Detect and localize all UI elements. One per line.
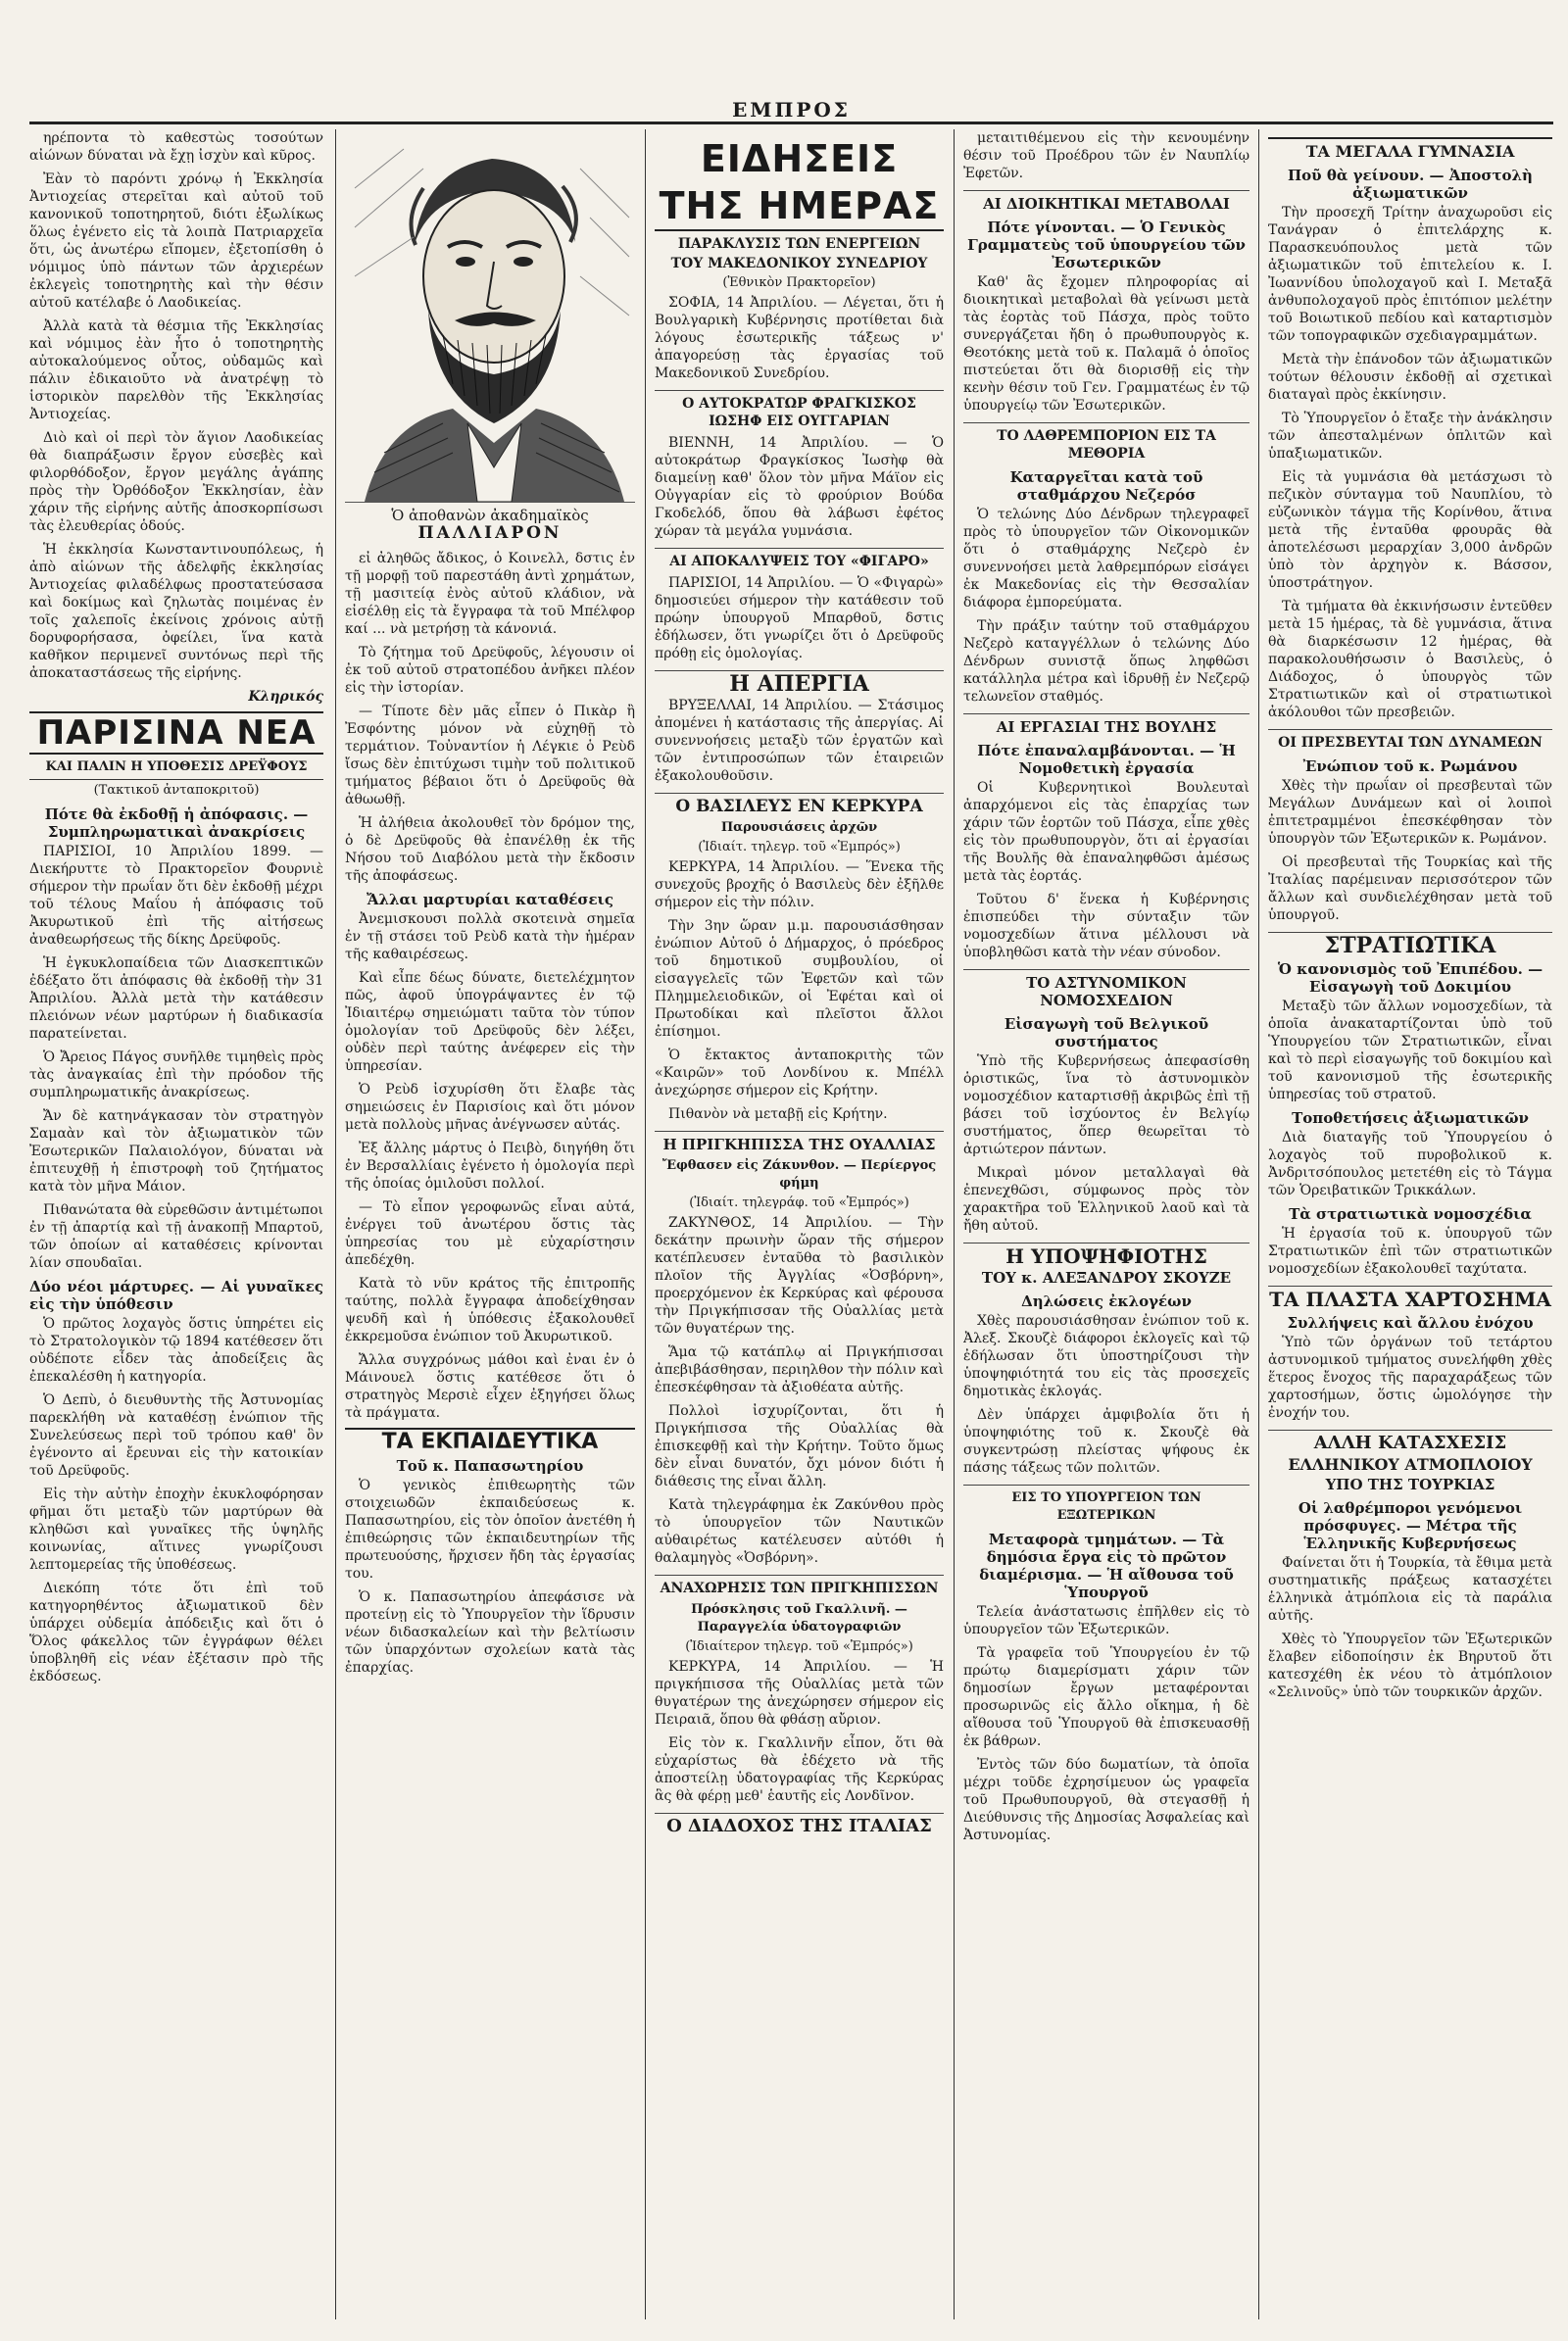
subheadline: Η ΑΠΕΡΓΙΑ: [655, 670, 944, 693]
source-line: (Τακτικοῦ ἀνταποκριτοῦ): [93, 783, 260, 798]
caption-label: Ὁ ἀποθανὼν ἀκαδημαϊκὸς: [391, 507, 589, 524]
article-paragraph: Ἐντὸς τῶν δύο δωματίων, τὰ ὁποῖα μέχρι τοῦδε ἐχρησίμευον ὡς γραφεῖα τοῦ Πρωθυπουργοῦ, θὰ στεγασθῇ ἡ Διεύθυνσις τῆς Δημοσίας Ἀσφαλείας καὶ Ἀστυνομίας.: [963, 1757, 1250, 1843]
article-paragraph: Ὑπὸ τῆς Κυβερνήσεως ἀπεφασίσθη ὁριστικῶς, ἵνα τὸ ἀστυνομικὸν νομοσχέδιον καταρτισθῇ ἀκριβῶς ἐπὶ τῇ βάσει τοῦ ἰσχύοντος ἐν Βελγίῳ συστήματος, ὅπερ θεωρεῖται τὸ ἀρτιώτερον πάντων.: [963, 1053, 1250, 1157]
article-paragraph: Τὸ Ὑπουργεῖον ὁ ἔταξε τὴν ἀνάκλησιν τῶν ἀπεσταλμένων ὁπλιτῶν καὶ ὑπαξιωματικῶν.: [1268, 411, 1552, 462]
subheadline: ΕΛΛΗΝΙΚΟΥ ΑΤΜΟΠΛΟΙΟΥ: [1288, 1455, 1533, 1474]
article-paragraph: — Τίποτε δὲν μᾶς εἶπεν ὁ Πικὰρ ἢ Ἐσφόντης μόνον νὰ εὐχηθῇ τὸ τερμάτιον. Τοὐναντίον ἡ Λέγκιε ὁ Ρεὺδ ἴσως δὲν ἐπιτύχωσι τιμὴν τοῦ πολιτικοῦ τμήματος βέβαιοι ὅτι ὁ Δρεϋφοῦς θὰ ἀθωωθῇ.: [345, 704, 635, 807]
subheadline: Η ΥΠΟΨΗΦΙΟΤΗΣ: [963, 1243, 1250, 1265]
subheadline: Δύο νέοι μάρτυρες. — Αἱ γυναῖκες εἰς τὴν ὑπόθεσιν: [29, 1278, 323, 1313]
article-paragraph: Πιθανώτατα θὰ εὑρεθῶσιν ἀντιμέτωποι ἐν τῇ ἀπαρτίᾳ καὶ τῇ ἀνακοπῇ Μπαρτοῦ, τῶν ὁποίων αἱ καταθέσεις κρίνονται λίαν σπουδαῖαι.: [29, 1202, 323, 1271]
article-paragraph: ΠΑΡΙΣΙΟΙ, 14 Ἀπριλίου. — Ὁ «Φιγαρὼ» δημοσιεύει σήμερον τὴν κατάθεσιν τοῦ πρώην ὑπουργοῦ Μπαρθοῦ, δστις ἐδήλωσεν, ὅτι γνωρίζει ὅτι ὁ Δρεϋφοῦς πρόθῃ εἰς ὁμολογίας.: [655, 575, 944, 661]
article-paragraph: Εἰς τὴν αὐτὴν ἐποχὴν ἐκυκλοφόρησαν φῆμαι ὅτι μεταξὺ τῶν μαρτύρων θὰ κληθῶσι καὶ γυναῖκες τῆς ὑψηλῆς κοινωνίας, αἵτινες γνωρίζουσι λεπτομερείας τῆς ὑποθέσεως.: [29, 1487, 323, 1573]
article-paragraph: Ὁ κ. Παπασωτηρίου ἀπεφάσισε νὰ προτείνῃ εἰς τὸ Ὑπουργεῖον τὴν ἵδρυσιν νέων διδασκαλείων καὶ τὴν βελτίωσιν τῶν ὑπαρχόντων σχολείων κατὰ τὰς ἐπαρχίας.: [345, 1589, 635, 1676]
article-paragraph: Ἡ ἀλήθεια ἀκολουθεῖ τὸν δρόμον της, ὁ δὲ Δρεϋφοῦς θὰ ἐπανέλθῃ ἐκ τῆς Νήσου τοῦ Διαβόλου μετὰ τὴν ἔκδοσιν τῆς ἀποφάσεως.: [345, 815, 635, 884]
article-paragraph: μεταιτιθέμενου εἰς τὴν κενουμένην θέσιν τοῦ Προέδρου τῶν ἐν Ναυπλίῳ Ἐφετῶν.: [963, 130, 1250, 181]
subheadline: Τὰ στρατιωτικὰ νομοσχέδια: [1289, 1205, 1532, 1223]
subheadline: ΑΙ ΑΠΟΚΑΛΥΨΕΙΣ ΤΟΥ «ΦΙΓΑΡΟ»: [655, 548, 944, 570]
subheadline: ΑΙ ΔΙΟΙΚΗΤΙΚΑΙ ΜΕΤΑΒΟΛΑΙ: [963, 190, 1250, 213]
article-paragraph: — Τὸ εἶπον γεροφωνῶς εἶναι αὐτά, ἐνέργει τοῦ ἀνωτέρου ὅστις τὰς ὑπηρεσίας του μὲ εὐχαρίστησιν ἀπεδέχθη.: [345, 1199, 635, 1268]
headline-parisina: ΠΑΡΙΣΙΝΑ ΝΕΑ: [29, 711, 323, 755]
article-paragraph: Μικραὶ μόνον μεταλλαγαὶ θὰ ἐπενεχθῶσι, σύμφωνος πρὸς τὸν χαρακτῆρα τοῦ Ἑλληνικοῦ λαοῦ καὶ τὰ ἤθη αὐτοῦ.: [963, 1165, 1250, 1234]
article-paragraph: Τὰ γραφεῖα τοῦ Ὑπουργείου ἐν τῷ πρώτῳ διαμερίσματι χάριν τῶν δημοσίων ἔργων μεταφέρονται προσωρινῶς εἰς ἄλλο οἴκημα, ἡ δὲ αἴθουσα τοῦ Ὑπουργοῦ θὰ ἐπισκευασθῇ ἐκ βάθρων.: [963, 1645, 1250, 1749]
subheadline: Ο ΑΥΤΟΚΡΑΤΩΡ ΦΡΑΓΚΙΣΚΟΣ ΙΩΣΗΦ ΕΙΣ ΟΥΓΓΑΡΙΑΝ: [655, 390, 944, 430]
subheadline: Η ΠΡΙΓΚΗΠΙΣΣΑ ΤΗΣ ΟΥΑΛΛΙΑΣ: [655, 1131, 944, 1153]
article-paragraph: Τὸ ζήτημα τοῦ Δρεϋφοῦς, λέγουσιν οἱ ἐκ τοῦ αὐτοῦ στρατοπέδου ἀνῆκει πλέον εἰς τὴν ἱστορίαν.: [345, 645, 635, 696]
article-paragraph: Ὁ Δεπὺ, ὁ διευθυντὴς τῆς Ἀστυνομίας παρεκλήθη νὰ καταθέσῃ ἐνώπιον τῆς Συνελεύσεως περὶ τοῦ τρόπου καθ' ὃν ἐγένοντο αἱ ἔρευναι εἰς τὴν κατοικίαν τοῦ Δρεϋφοῦς.: [29, 1392, 323, 1479]
subheadline: ΤΟΥ κ. ΑΛΕΞΑΝΔΡΟΥ ΣΚΟΥΖΕ: [981, 1269, 1232, 1287]
caption-name: ΠΑΛΛΙΑΡΟΝ: [417, 523, 563, 543]
portrait-illustration: [345, 129, 635, 503]
subheadline: Ἐνώπιον τοῦ κ. Ρωμάνου: [1302, 757, 1518, 775]
column-rule: [335, 129, 336, 2319]
article-paragraph: Ἐξ ἄλλης μάρτυς ὁ Πειβὸ, διηγήθη ὅτι ἐν Βερσαλλίαις ἐγένετο ἡ ὁμολογία περὶ τῆς ὁποίας ὁμιλοῦσι πολλοί.: [345, 1141, 635, 1192]
article-paragraph: Τὴν προσεχῆ Τρίτην ἀναχωροῦσι εἰς Τανάγραν ὁ ἐπιτελάρχης κ. Παρασκευόπουλος μετὰ τῶν ἀξιωματικῶν τοῦ ἐπιτελείου κ. Ι. Ἰωαννίδου ὑπολοχαγοῦ καὶ Ι. Μεταξᾶ ἀνθυπολοχαγοῦ πρὸς ἐπιτόπιον μελέτην τοῦ Βοιωτικοῦ πεδίου καὶ καταρτισμὸν τῶν τοπογραφικῶν σχεδιαγραμμάτων.: [1268, 205, 1552, 344]
subheadline: ΤΟΥ ΜΑΚΕΔΟΝΙΚΟΥ ΣΥΝΕΔΡΙΟΥ: [670, 256, 928, 271]
article-paragraph: Εἰς τὰ γυμνάσια θὰ μετάσχωσι τὸ πεζικὸν σύνταγμα τοῦ Ναυπλίου, τὸ εὐζωνικὸν τάγμα τῆς Κορίνθου, ἅτινα μετὰ τῆς ἐνταῦθα φρουρᾶς θὰ ἀποτελέσωσι μεραρχίαν 3,000 ἀνδρῶν ὑπὸ τὸν ἀρχηγὸν κ. Βάσσον, ὑποστράτηγον.: [1268, 469, 1552, 591]
article-paragraph: ΚΕΡΚΥΡΑ, 14 Ἀπριλίου. — Ἡ πριγκήπισσα τῆς Οὐαλλίας μετὰ τῶν θυγατέρων της ἀνεχώρησεν σήμερον εἰς Πειραιᾶ, ὅπου θὰ φθάσῃ αὔριον.: [655, 1659, 944, 1728]
source-line: (Ἐθνικὸν Πρακτορεῖον): [722, 275, 876, 290]
subheadline: Τοῦ κ. Παπασωτηρίου: [396, 1457, 584, 1475]
subheadline: Καταργεῖται κατὰ τοῦ σταθμάρχου Νεζερόσ: [1009, 468, 1203, 504]
article-paragraph: Ἄν δὲ κατηνάγκασαν τὸν στρατηγὸν Σαμαὰν καὶ τὸν ἀξιωματικὸν τῶν Ἐσωτερικῶν Παλαιολόγον, δύναται νὰ ἐπιτευχθῇ ἡ ἐπιστροφὴ τοῦ ζητήματος κατὰ τὸν μῆνα Μάιον.: [29, 1108, 323, 1195]
column-rule: [645, 129, 646, 2319]
subheadline: ΥΠΟ ΤΗΣ ΤΟΥΡΚΙΑΣ: [1325, 1476, 1495, 1493]
subheadline: ΤΟ ΑΣΤΥΝΟΜΙΚΟΝ ΝΟΜΟΣΧΕΔΙΟΝ: [963, 969, 1250, 1009]
subheadline: Δηλώσεις ἐκλογέων: [1021, 1292, 1192, 1310]
article-paragraph: Ἀλλὰ κατὰ τὰ θέσμια τῆς Ἐκκλησίας καὶ νόμιμος ἐὰν ἦτο ὁ τοποτηρητὴς αὐτοκαλούμενος οὗτος, οὐδαμῶς καὶ πάλιν ἐδικαιοῦτο νὰ ἀνατρέψῃ τὸ ἱστορικὸν παρελθὸν τῆς Ἐκκλησίας Ἀντιοχείας.: [29, 318, 323, 422]
portrait-caption: [345, 507, 635, 542]
article-paragraph: Ἄλλα συγχρόνως μάθοι καὶ ἐναι ἐν ὁ Μάινουελ ὅστις κατέθεσε ὅτι ὁ στρατηγὸς Μερσιὲ εἶχεν ἐξηγήσει ὅλως τὰ πράγματα.: [345, 1352, 635, 1421]
source-line: (Ἰδιαίτερον τηλεγρ. τοῦ «Ἐμπρός»): [685, 1639, 913, 1654]
article-paragraph: Διὸ καὶ οἱ περὶ τὸν ἅγιον Λαοδικείας θὰ διαπράξωσιν ἔργον εὐσεβὲς καὶ φιλορθόδοξον, ἔργον μεγάλης ἀγάπης πρὸς τὴν Ὀρθόδοξον Ἐκκλησίαν, ἐὰν χάριν τῆς εἰρήνης αὐτῆς ἀποσκορπίσωσι τὰς ἐλευθερίας ὁδούς.: [29, 430, 323, 534]
newspaper-page: [29, 0, 1553, 2341]
column-5: [1268, 129, 1552, 2319]
subheadline: Τοποθετήσεις ἀξιωματικῶν: [1292, 1109, 1529, 1127]
article-paragraph: ΠΑΡΙΣΙΟΙ, 10 Ἀπριλίου 1899. — Διεκήρυττε τὸ Πρακτορεῖον Φουρνιὲ σήμερον τὴν πρωΐαν ὅτι δὲν ἐκδοθῇ μέχρι τοῦ τέλους Μαΐου ἡ ἀπόφασις τοῦ Ἀκυρωτικοῦ ἐπὶ τῆς αἰτήσεως ἀναθεωρήσεως τῆς δίκης Δρεϋφοῦς.: [29, 844, 323, 948]
subheadline: Ἔφθασεν εἰς Ζάκυνθον. — Περίεργος φήμη: [662, 1158, 937, 1191]
article-paragraph: Καθ' ἃς ἔχομεν πληροφορίας αἱ διοικητικαὶ μεταβολαὶ θὰ γείνωσι μετὰ τὰς ἑορτὰς τοῦ Πάσχα, πρὸς τοῦτο συνεργάζεται ἤδη ὁ πρωθυπουργὸς κ. Θεοτόκης μετὰ τοῦ κ. Παλαμᾶ ὁ ὁποῖος πιστεύεται ὅτι θὰ διορισθῇ εἰς τὴν κενὴν θέσιν τοῦ Γεν. Γραμματέως ἐν τῷ ὑπουργείῳ τῶν Ἐσωτερικῶν.: [963, 274, 1250, 414]
article-paragraph: Τὴν 3ην ὥραν μ.μ. παρουσιάσθησαν ἐνώπιον Αὐτοῦ ὁ Δήμαρχος, ὁ πρόεδρος τοῦ δημοτικοῦ συμβουλίου, οἱ εἰσαγγελεῖς τῶν Ἐφετῶν καὶ τῶν Πλημμελειοδικῶν, οἱ Ἐφέται καὶ οἱ Πρωτοδίκαι καὶ πλεῖστοι ἄλλοι ἐπίσημοι.: [655, 918, 944, 1040]
portrait-engraving: [345, 129, 635, 502]
subheadline: ΠΑΡΑΚΛΥΣΙΣ ΤΩΝ ΕΝΕΡΓΕΙΩΝ: [677, 236, 921, 252]
subheadline: Παρουσιάσεις ἀρχῶν: [720, 820, 878, 835]
article-paragraph: ΒΙΕΝΝΗ, 14 Ἀπριλίου. — Ὁ αὐτοκράτωρ Φραγκίσκος Ἰωσὴφ θὰ διαμείνῃ καθ' ὅλον τὸν μῆνα Μάϊον εἰς Οὐγγαρίαν εἰς τὸ φρούριον Βούδα Γκοδελόδ, ὅπου θὰ λάβωσι ἐφέτος χώραν τὰ μεγάλα γυμνάσια.: [655, 435, 944, 539]
subheadline: Ἄλλαι μαρτυρίαι καταθέσεις: [367, 891, 613, 908]
subheadline: ΕΙΣ ΤΟ ΥΠΟΥΡΓΕΙΟΝ ΤΩΝ ΕΞΩΤΕΡΙΚΩΝ: [963, 1485, 1250, 1525]
article-paragraph: Πολλοὶ ἰσχυρίζονται, ὅτι ἡ Πριγκήπισσα τῆς Οὐαλλίας θὰ ἐπισκεφθῇ καὶ τὴν Κρήτην. Τοῦτο ὅμως δὲν εἶναι δυνατόν, ὄχι μόνον διότι ἡ διάθεσις της εἶναι ἄλλη.: [655, 1403, 944, 1489]
column-1: [29, 129, 323, 2319]
article-paragraph: Ἡ ἐκκλησία Κωνσταντινουπόλεως, ἡ ἀπὸ αἰώνων τῆς ἀδελφῆς ἐκκλησίας Ἀντιοχείας φιλαδέλφως προστατεύσασα καὶ δοκίμως καὶ ζηλωτὰς ποιμένας ἐν τοῖς χαλεποῖς ἐκείνοις χρόνοις αὐτῇ δορυφορήσασα, ὀφείλει, ἵνα κατὰ καθῆκον περιμενεῖ συντόνως περὶ τῆς ἀποκαταστάσεως τῆς εἰρήνης.: [29, 542, 323, 681]
source-line: (Ἰδιαίτ. τηλεγρ. τοῦ «Ἐμπρός»): [698, 840, 901, 854]
subheadline: Μεταφορὰ τμημάτων. — Τὰ δημόσια ἔργα εἰς τὸ πρῶτον διαμέρισμα. — Ἡ αἴθουσα τοῦ Ὑπουργοῦ: [979, 1531, 1234, 1601]
subheadline: ΤΟ ΛΑΘΡΕΜΠΟΡΙΟΝ ΕΙΣ ΤΑ ΜΕΘΟΡΙΑ: [963, 422, 1250, 463]
article-paragraph: Φαίνεται ὅτι ἡ Τουρκία, τὰ ἔθιμα μετὰ συστηματικῆς πράξεως κατασχέτει ἑλληνικὰ ἀτμόπλοια εἰς τὰ παράλια αὐτῆς.: [1268, 1555, 1552, 1624]
article-paragraph: Ἐὰν τὸ παρόντι χρόνῳ ἡ Ἐκκλησία Ἀντιοχείας στερεῖται καὶ αὐτοῦ τοῦ κανονικοῦ τοποτηρητοῦ, διότι ἐξωλίκως ὅλως ἐγένετο εἰς τὰ λοιπὰ Πατριαρχεῖα ὅτι, ὡς ἀνωτέρω εἴπομεν, ἐξετοπίσθη ὁ νόμιμος ὑπὸ πάντων τῶν ἀρχιερέων ἐκλεγεὶς τοποτηρητὴς καὶ τὴν θέσιν αὐτοῦ κατέλαβε ὁ Λαοδικείας.: [29, 171, 323, 311]
article-paragraph: Καὶ εἶπε δέως δύνατε, διετελέχμητον πῶς, ἀφοῦ ὑπογράψαντες ἐν τῷ Ἰδιαιτέρῳ σημειώματι ταῦτα τὸν τύπον ὁμολογίαν τοῦ Δρεϋφοῦς δὲν λέξει, οὐδὲν περὶ ταύτης ἀνέφερεν εἰς τὴν ὑπηρεσίαν.: [345, 970, 635, 1074]
subheadline: ΚΑΙ ΠΑΛΙΝ Η ΥΠΟΘΕΣΙΣ ΔΡΕΫΦΟΥΣ: [29, 758, 323, 780]
column-rule: [1258, 129, 1259, 2319]
subheadline: Πότε γίνονται. — Ὁ Γενικὸς Γραμματεὺς τοῦ ὑπουργείου τῶν Ἐσωτερικῶν: [967, 219, 1246, 271]
article-paragraph: Ἀνεμισκουσι πολλὰ σκοτεινὰ σημεῖα ἐν τῇ στάσει τοῦ Ρεὺδ κατὰ τὴν ἡμέραν τῆς καθαιρέσεως.: [345, 911, 635, 962]
article-paragraph: Χθὲς παρουσιάσθησαν ἐνώπιον τοῦ κ. Ἀλεξ. Σκουζὲ διάφοροι ἐκλογεῖς καὶ τῷ ἐδήλωσαν ὅτι ὑποστηρίζουσι τὴν ὑποψηφιότητά του εἰς τὰς προσεχεῖς δημοτικὰς ἐκλογάς.: [963, 1313, 1250, 1399]
article-paragraph: ΒΡΥΞΕΛΛΑΙ, 14 Ἀπριλίου. — Στάσιμος ἀπομένει ἡ κατάστασις τῆς ἀπεργίας. Αἱ συνεννοήσεις μεταξὺ τῶν ἐργατῶν καὶ τῶν ἐντιπροσώπων τῶν ἑταιρειῶν ἐξακολουθοῦσιν.: [655, 698, 944, 784]
article-paragraph: Ἅμα τῷ κατάπλῳ αἱ Πριγκήπισσαι ἀπεβιβάσθησαν, περιηλθον τὴν πόλιν καὶ ἐπεσκέφθησαν τὰ ἀξιοθέατα αὐτῆς.: [655, 1344, 944, 1395]
subheadline: ΣΤΡΑΤΙΩΤΙΚΑ: [1268, 932, 1552, 954]
subheadline: ΤΑ ΠΛΑΣΤΑ ΧΑΡΤΟΣΗΜΑ: [1269, 1288, 1551, 1311]
article-paragraph: Τὰ τμήματα θὰ ἐκκινήσωσιν ἐντεῦθεν μετὰ 15 ἡμέρας, τὰ δὲ γυμνάσια, ἅτινα θὰ διαρκέσωσιν 12 ἡμέρας, θὰ παρακολουθήσωσιν ὁ Βασιλεὺς, ὁ Διάδοχος, ὁ ὑπουργὸς τῶν Στρατιωτικῶν καὶ οἱ στρατιωτικοὶ ἀκόλουθοι τῶν πρεσβειῶν.: [1268, 599, 1552, 720]
article-paragraph: Πιθανὸν νὰ μεταβῇ εἰς Κρήτην.: [668, 1106, 888, 1122]
subheadline: ΟΙ ΠΡΕΣΒΕΥΤΑΙ ΤΩΝ ΔΥΝΑΜΕΩΝ: [1268, 729, 1552, 752]
column-2: [345, 129, 635, 2319]
article-paragraph: ΚΕΡΚΥΡΑ, 14 Ἀπριλίου. — Ἕνεκα τῆς συνεχοῦς βροχῆς ὁ Βασιλεὺς δὲν ἐξῆλθε σήμερον εἰς τὴν πόλιν.: [655, 859, 944, 910]
article-paragraph: ηρέποντα τὸ καθεστὼς τοσούτων αἰώνων δύναται νὰ ἔχῃ ἰσχὺν καὶ κῦρος.: [29, 130, 323, 164]
source-line: (Ἰδιαίτ. τηλεγράφ. τοῦ «Ἐμπρός»): [689, 1195, 909, 1210]
headline-ekpaideutika: ΤΑ ΕΚΠΑΙΔΕΥΤΙΚΑ: [345, 1428, 635, 1451]
article-paragraph: Ὁ γενικὸς ἐπιθεωρητὴς τῶν στοιχειωδῶν ἐκπαιδεύσεως κ. Παπασωτηρίου, εἰς τὸν ὁποῖον ἀνετέθη ἡ ἐπιθεώρησις τῶν ἐκπαιδευτηρίων τῆς πρωτευούσης, ἤρχισεν ἤδη τὰς ἐργασίας του.: [345, 1478, 635, 1582]
subheadline: Ὁ κανονισμὸς τοῦ Ἐπιπέδου. — Εἰσαγωγὴ τοῦ Δοκιμίου: [1277, 960, 1544, 996]
subheadline: ΑΛΛΗ ΚΑΤΑΣΧΕΣΙΣ: [1268, 1430, 1552, 1452]
article-paragraph: Ὁ τελώνης Δύο Δένδρων τηλεγραφεῖ πρὸς τὸ ὑπουργεῖον τῶν Οἰκονομικῶν ὅτι ὁ σταθμάρχης Νεζερὸ ἐν συνεννοήσει μετὰ λαθρεμπόρων εἰσάγει ἐκ Μακεδονίας εἰς τὴν Θεσσαλίαν διάφορα ἐμπορεύματα.: [963, 507, 1250, 610]
article-paragraph: Μεταξὺ τῶν ἄλλων νομοσχεδίων, τὰ ὁποῖα ἀνακαταρτίζονται ὑπὸ τοῦ Ὑπουργείου τῶν Στρατιωτικῶν, εἶναι καὶ τὸ περὶ εἰσαγωγῆς τοῦ δοκιμίου καὶ τοῦ κανονισμοῦ τῆς ἐσωτερικῆς ὑπηρεσίας τοῦ στρατοῦ.: [1268, 999, 1552, 1102]
signature: Κληρικός: [248, 689, 323, 705]
article-paragraph: Τοῦτου δ' ἕνεκα ἡ Κυβέρνησις ἐπισπεύδει τὴν σύνταξιν τῶν νομοσχεδίων ἅτινα μέλλουσι νὰ ὑποβληθῶσι κατὰ τὴν νέαν σύνοδον.: [963, 892, 1250, 960]
column-3: [655, 129, 944, 2319]
article-paragraph: Εἰς τὸν κ. Γκαλλινῆν εἶπον, ὅτι θὰ εὐχαρίστως θὰ ἐδέχετο νὰ τῆς ἀποστείλῃ ὑδατογραφίας τῆς Κερκύρας ἃς θὰ φέρῃ μεθ' ἑαυτῆς εἰς Λονδῖνον.: [655, 1735, 944, 1804]
article-paragraph: Κατὰ τὸ νῦν κράτος τῆς ἐπιτροπῆς ταύτης, πολλὰ ἔγγραφα ἀποδείχθησαν ψευδῆ καὶ ἡ ὑπόθεσις ἐξακολουθεῖ ἐκκρεμοῦσα ἐνώπιον τοῦ Ἀκυρωτικοῦ.: [345, 1276, 635, 1344]
article-paragraph: ΣΟΦΙΑ, 14 Ἀπριλίου. — Λέγεται, ὅτι ἡ Βουλγαρικὴ Κυβέρνησις προτίθεται διὰ λόγους ἐσωτερικῆς τάξεως ν' ἀπαγορεύσῃ τὰς ἐργασίας τοῦ Μακεδονικοῦ Συνεδρίου.: [655, 295, 944, 381]
subheadline: Εἰσαγωγὴ τοῦ Βελγικοῦ συστήματος: [1004, 1015, 1209, 1050]
article-paragraph: Δὲν ὑπάρχει ἀμφιβολία ὅτι ἡ ὑποψηφιότης τοῦ κ. Σκουζὲ θὰ συγκεντρώσῃ πλείστας ψήφους ἐκ πάσης τάξεως τῶν πολιτῶν.: [963, 1407, 1250, 1476]
subheadline: ΤΑ ΜΕΓΑΛΑ ΓΥΜΝΑΣΙΑ: [1268, 137, 1552, 161]
article-paragraph: ΖΑΚΥΝΘΟΣ, 14 Ἀπριλίου. — Τὴν δεκάτην πρωινὴν ὥραν τῆς σήμερον κατέπλευσεν ἐνταῦθα τὸ βασιλικὸν πλοῖον τῆς Ἀγγλίας «Ὀσβόρνη», προερχόμενον ἐκ Κερκύρας καὶ φέρουσα τὴν Πριγκήπισσαν τῆς Οὐαλλίας μετὰ τῶν θυγατέρων της.: [655, 1215, 944, 1337]
subheadline: Ο ΒΑΣΙΛΕΥΣ ΕΝ ΚΕΡΚΥΡΑ: [655, 793, 944, 815]
article-paragraph: εἰ ἀληθῶς ἄδικος, ὁ Κοινελλ, δστις ἐν τῇ μορφῇ τοῦ παρεστάθη ἀντὶ χρημάτων, τῇ μασιτείᾳ ἐνὸς αὐτοῦ κλάδιον, νὰ εἰσέλθῃ εἰς τὰ ἔγγραφα τὰ τοῦ Μπέλφορ καί ... νὰ μετρήσῃ τὰ κάνονιά.: [345, 551, 635, 637]
subheadline: Συλλήψεις καὶ ἄλλου ἐνόχου: [1287, 1314, 1534, 1332]
article-paragraph: Διεκόπη τότε ὅτι ἐπὶ τοῦ κατηγορηθέντος ἀξιωματικοῦ δὲν ὑπάρχει οὐδεμία ἀπόδειξις καὶ ὅτι ὁ Ὅλος φάκελλος τῶν ἐγγράφων θέλει ὑποβληθῆ εἰς νέαν ἐξέτασιν πρὸ τῆς ἐκδόσεως.: [29, 1581, 323, 1684]
subheadline: Πρόσκλησις τοῦ Γκαλλινῆ. — Παραγγελία ὑδατογραφιῶν: [691, 1602, 907, 1634]
article-paragraph: Ἡ ἐργασία τοῦ κ. ὑπουργοῦ τῶν Στρατιωτικῶν ἐπὶ τῶν στρατιωτικῶν νομοσχεδίων ἐξακολουθεῖ ταχύτατα.: [1268, 1226, 1552, 1277]
article-paragraph: Οἱ πρεσβευταὶ τῆς Τουρκίας καὶ τῆς Ἰταλίας παρέμειναν περισσότερον τῶν ἄλλων καὶ συνδιελέχθησαν μετὰ τοῦ ὑπουργοῦ.: [1268, 854, 1552, 923]
article-paragraph: Διὰ διαταγῆς τοῦ Ὑπουργείου ὁ λοχαγὸς τοῦ πυροβολικοῦ κ. Ἀνδριτσόπουλος μετετέθη εἰς τὸ Τάγμα τῶν Ὁρειβατικῶν Τρικκάλων.: [1268, 1130, 1552, 1198]
column-rule: [954, 129, 955, 2319]
subheadline: ΑΝΑΧΩΡΗΣΙΣ ΤΩΝ ΠΡΙΓΚΗΠΙΣΣΩΝ: [655, 1575, 944, 1597]
article-paragraph: Ἡ ἐγκυκλοπαίδεια τῶν Διασκεπτικῶν ἐδέξατο ὅτι ἀπόφασις θὰ ἐκδοθῇ τὴν 31 Ἀπριλίου. Ἀλλὰ μετὰ τὴν κατάθεσιν πλειόνων νέων μαρτύρων ἡ διαδικασία παρατείνεται.: [29, 955, 323, 1042]
article-paragraph: Χθὲς τὸ Ὑπουργεῖον τῶν Ἐξωτερικῶν ἔλαβεν εἰδοποίησιν ἐκ Βηρυτοῦ ὅτι κατεσχέθη ἐκ νέου τὸ ἀτμόπλοιον «Σελινοῦς» ὑπὸ τῶν τουρκικῶν ἀρχῶν.: [1268, 1632, 1552, 1700]
article-paragraph: Μετὰ τὴν ἐπάνοδον τῶν ἀξιωματικῶν τούτων θέλουσιν ἐκδοθῇ αἱ σχετικαὶ διαταγαὶ πρὸς ἐκκίνησιν.: [1268, 352, 1552, 403]
article-paragraph: Τελεία ἀνάστατωσις ἐπῆλθεν εἰς τὸ ὑπουργεῖον τῶν Ἐξωτερικῶν.: [963, 1604, 1250, 1637]
column-4: [963, 129, 1250, 2319]
subheadline: Οἱ λαθρέμποροι γενόμενοι πρόσφυγες. — Μέτρα τῆς Ἑλληνικῆς Κυβερνήσεως: [1298, 1499, 1523, 1552]
subheadline: Ο ΔΙΑΔΟΧΟΣ ΤΗΣ ΙΤΑΛΙΑΣ: [655, 1813, 944, 1835]
article-paragraph: Κατὰ τηλεγράφημα ἐκ Ζακύνθου πρὸς τὸ ὑπουργεῖον τῶν Ναυτικῶν αὐθαιρέτως κατέλευσεν αὐτόθι ἡ θαλαμηγὸς «Ὀσβόρνη».: [655, 1497, 944, 1566]
masthead: ΕΜΠΡΟΣ: [29, 98, 1553, 124]
article-paragraph: Ὁ Ἄρειος Πάγος συνῆλθε τιμηθεὶς πρὸς τὰς ἀναγκαίας ἐπὶ τὴν πρόοδον τῆς συμπληρωματικῆς ἀνακρίσεως.: [29, 1049, 323, 1100]
subheadline: Πότε θὰ ἐκδοθῇ ἡ ἀπόφασις. — Συμπληρωματικαὶ ἀνακρίσεις: [44, 805, 309, 841]
subheadline: Ποῦ θὰ γείνουν. — Ἀποστολὴ ἀξιωματικῶν: [1288, 167, 1533, 202]
article-paragraph: Ὁ ἔκτακτος ἀνταποκριτὴς τῶν «Καιρῶν» τοῦ Λονδίνου κ. Μπέλλ ἀνεχώρησε σήμερον εἰς Κρήτην.: [655, 1048, 944, 1098]
article-paragraph: Ὁ πρῶτος λοχαγὸς ὅστις ὑπηρέτει εἰς τὸ Στρατολογικὸν τῷ 1894 κατέθεσεν ὅτι οὐδέποτε εἶδεν τὰς ἀποδείξεις ἃς ἐπεκαλέσθη ἡ κατηγορία.: [29, 1316, 323, 1385]
article-paragraph: Χθὲς τὴν πρωΐαν οἱ πρεσβευταὶ τῶν Μεγάλων Δυνάμεων καὶ οἱ λοιποὶ ἐπιτετραμμένοι ἐπεσκέφθησαν τὸν ὑπουργὸν τῶν Ἐξωτερικῶν κ. Ρωμάνον.: [1268, 778, 1552, 847]
subheadline: Πότε ἐπαναλαμβάνονται. — Ἡ Νομοθετικὴ ἐργασία: [977, 742, 1236, 777]
article-paragraph: Τὴν πράξιν ταύτην τοῦ σταθμάρχου Νεζερὸ καταγγέλλων ὁ τελώνης Δύο Δένδρων συνιστᾷ ὅπως ληφθῶσι κατάλληλα μέτρα καὶ ἱδρυθῇ ἐν Νεζερῷ τελωνεῖον σταθμός.: [963, 618, 1250, 705]
subheadline: ΑΙ ΕΡΓΑΣΙΑΙ ΤΗΣ ΒΟΥΛΗΣ: [963, 713, 1250, 736]
article-paragraph: Οἱ Κυβερνητικοὶ Βουλευταὶ ἀπαρχόμενοι εἰς τὰς ἐπαρχίας των χάριν τῶν ἑορτῶν τοῦ Πάσχα, εἶπε χθὲς εἰς τὸν πρωθυπουργὸν, ὅτι αἱ ἐργασίαι τῆς Βουλῆς θὰ ἐπαναληφθῶσι ἀμέσως μετὰ τὰς ἑορτάς.: [963, 780, 1250, 884]
article-paragraph: Ὁ Ρεὺδ ἰσχυρίσθη ὅτι ἔλαβε τὰς σημειώσεις ἐν Παρισίοις καὶ ὅτι μόνον μετὰ πολλοὺς μῆνας ἀνέγνωσεν αὐτάς.: [345, 1082, 635, 1133]
article-paragraph: Ὑπὸ τῶν ὀργάνων τοῦ τετάρτου ἀστυνομικοῦ τμήματος συνελήφθη χθὲς ἕτερος ἔνοχος τῆς παραχαράξεως τῶν χαρτοσήμων, ὅστις ὡμολόγησε τὴν ἐνοχήν του.: [1268, 1335, 1552, 1421]
main-headline: ΕΙΔΗΣΕΙΣ ΤΗΣ ΗΜΕΡΑΣ: [655, 135, 944, 231]
